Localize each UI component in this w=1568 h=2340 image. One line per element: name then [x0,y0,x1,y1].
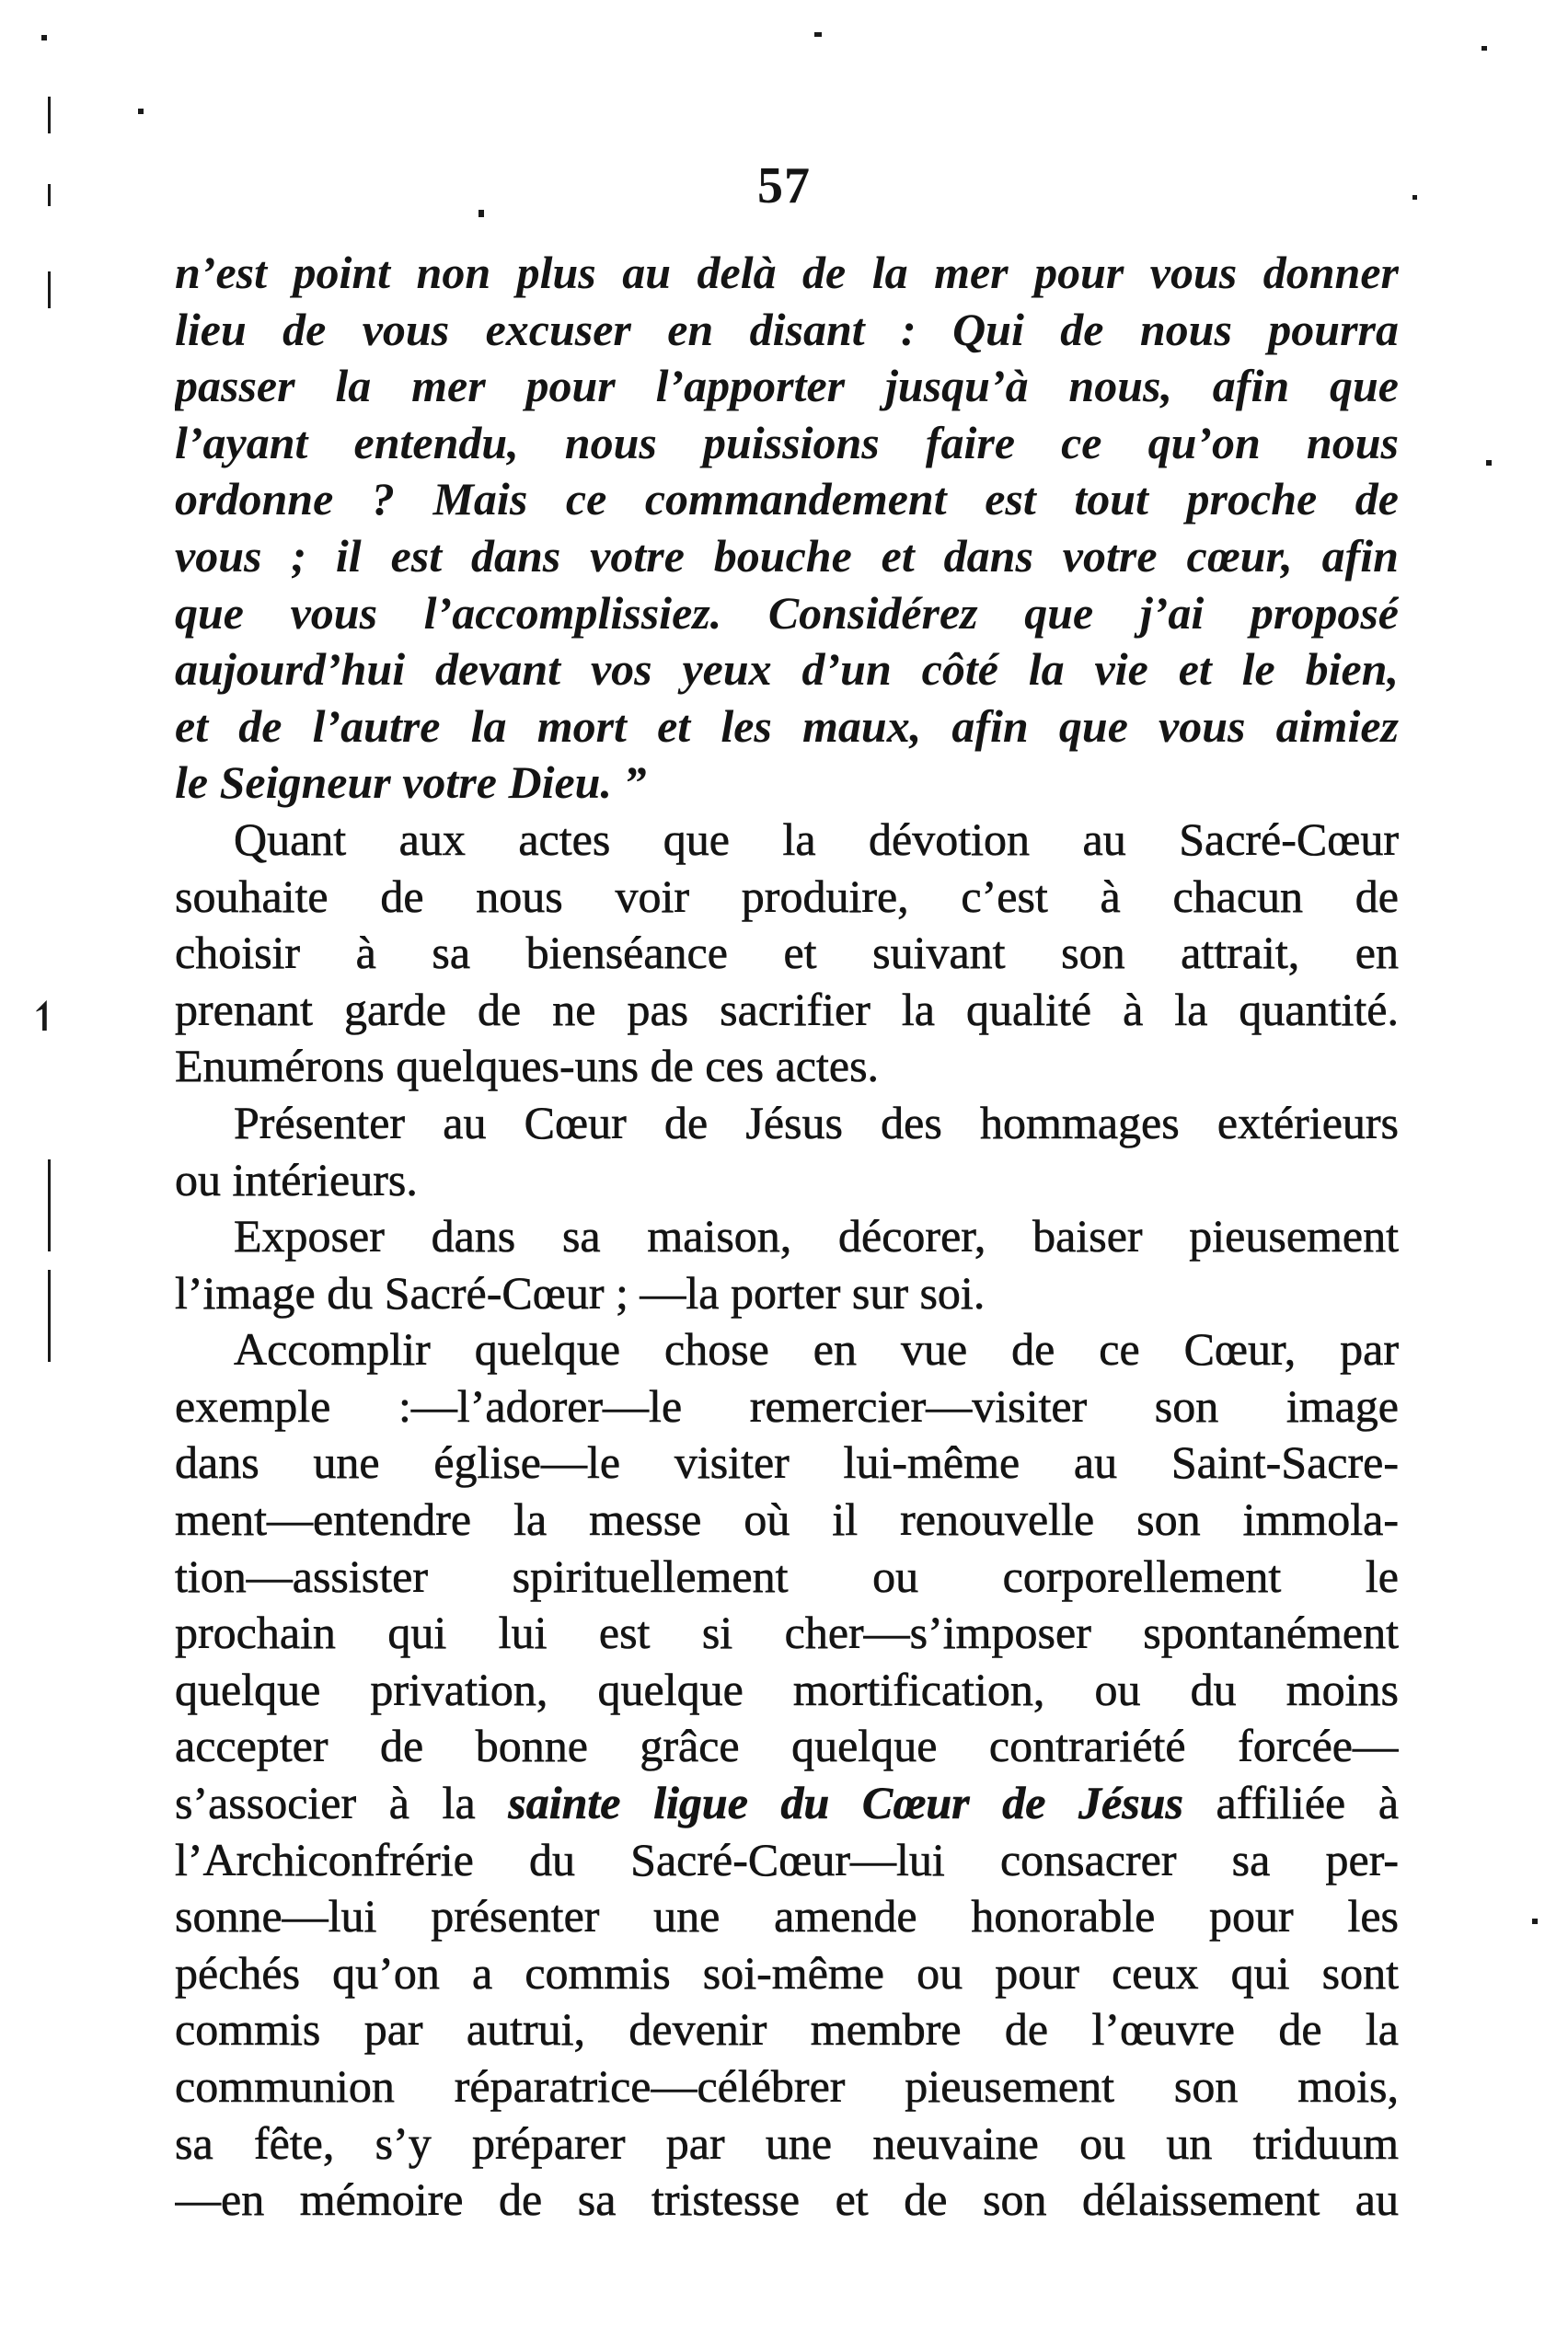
text-line: vous ; il est dans votre bouche et dans votre cœur, afin [175,529,1399,582]
text-line: passer la mer pour l’apporter jusqu’à nous, afin que [175,360,1399,412]
text-line: Présenter au Cœur de Jésus des hommages extérieurs [234,1096,1399,1148]
text-line: n’est point non plus au delà de la mer pour vous donner [175,247,1399,298]
text-line: l’Archiconfrérie du Sacré-Cœur—lui consacrer sa per- [175,1833,1399,1885]
margin-scan-mark [48,184,51,206]
text-line: le Seigneur votre Dieu. ” [175,756,647,809]
speck [478,210,484,217]
margin-scan-mark [48,1159,51,1251]
speck [1412,195,1417,200]
body-text [175,245,1399,2229]
text-line: quelque privation, quelque mortification, ou du moins [175,1663,1399,1715]
text-run: affiliée à [1182,1777,1399,1829]
text-line: exemple :—l’adorer—le remercier—visiter son image [175,1379,1399,1432]
margin-arrow-icon: ↿ [28,995,62,1040]
text-line: aujourd’hui devant vos yeux d’un côté la vie et le bien, [175,643,1399,696]
text-line: ment—entendre la messe où il renouvelle son immola- [175,1493,1399,1546]
text-line: prenant garde de ne pas sacrifier la qualité à la quantité. [175,983,1399,1035]
text-line: l’image du Sacré-Cœur ; —la porter sur soi. [175,1266,986,1319]
text-line: tion—assister spirituellement ou corporellement le [175,1550,1399,1602]
text-line: Enumérons quelques-uns de ces actes. [175,1040,880,1092]
text-line: accepter de bonne grâce quelque contrariété forcée— [175,1720,1399,1772]
text-line: communion réparatrice—célébrer pieusement son mois, [175,2060,1399,2112]
text-line: Exposer dans sa maison, décorer, baiser pieusement [234,1210,1399,1262]
text-line: et de l’autre la mort et les maux, afin que vous aimiez [175,699,1399,752]
text-line: lieu de vous excuser en disant : Qui de nous pourra [175,303,1399,355]
margin-scan-mark [48,97,51,133]
text-line: souhaite de nous voir produire, c’est à chacun de [175,870,1399,922]
italic-phrase: sainte ligue du Cœur de Jésus [508,1777,1183,1829]
speck [1482,46,1487,51]
text-line: sonne—lui présenter une amende honorable pour les [175,1890,1399,1942]
text-line: ordonne ? Mais ce commandement est tout proche de [175,473,1399,525]
text-line: sa fête, s’y préparer par une neuvaine ou un triduum [175,2116,1399,2169]
text-line: que vous l’accomplissiez. Considérez que j’ai proposé [175,586,1399,639]
speck [1532,1919,1538,1924]
text-line [175,1775,1399,1832]
speck [814,32,822,37]
text-line: l’ayant entendu, nous puissions faire ce qu’on nous [175,416,1399,468]
margin-scan-mark [48,1270,51,1362]
text-line: prochain qui lui est si cher—s’imposer spontanément [175,1607,1399,1659]
speck [138,109,144,114]
page-number: 57 [757,157,811,214]
text-line: commis par autrui, devenir membre de l’œuvre de la [175,2003,1399,2056]
margin-scan-mark [48,271,51,308]
text-line: dans une église—le visiter lui-même au Saint-Sacre- [175,1436,1399,1489]
text-line: péchés qu’on a commis soi-même ou pour ceux qui sont [175,1946,1399,1999]
text-line: Quant aux actes que la dévotion au Sacré-Cœur [234,813,1399,865]
speck [1486,460,1492,466]
text-line: choisir à sa bienséance et suivant son attrait, en [175,927,1399,979]
text-line: Accomplir quelque chose en vue de ce Cœur, par [234,1323,1399,1376]
speck [41,35,47,40]
text-run: s’associer à la [175,1777,509,1829]
text-line: —en mémoire de sa tristesse et de son délaissement au [175,2173,1399,2226]
text-line: ou intérieurs. [175,1153,418,1205]
